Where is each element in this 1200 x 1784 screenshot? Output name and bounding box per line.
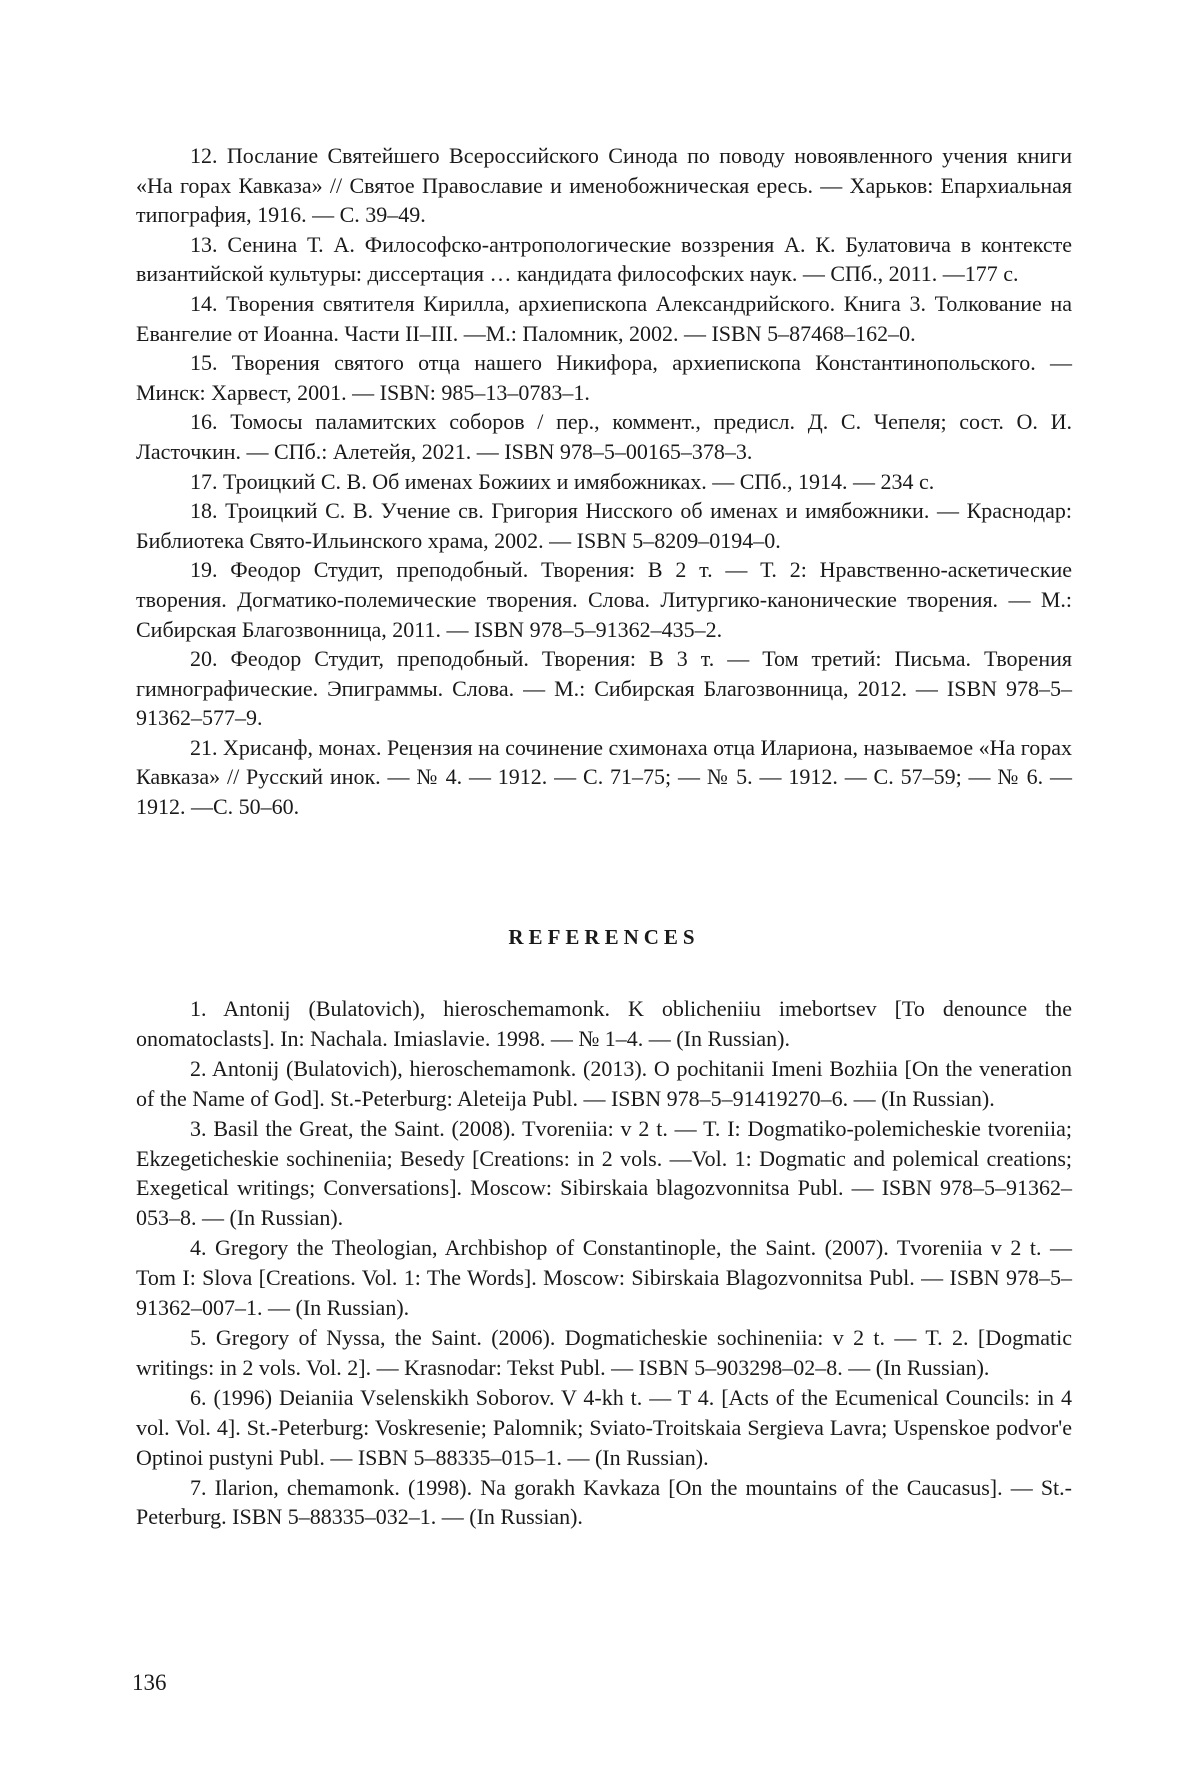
reference-entry-3: 3. Basil the Great, the Saint. (2008). Tvoreniia: v 2 t. — T. I: Dogmatiko-polemicheskie tvoreniia; Ekzegeticheskie sochineniia; Besedy [Creations: in 2 vols. —Vol. 1: Dogmatic and polemical creations; Exegetical writings; Conversations]. Moscow: Sibirskaia blagozvonnitsa Publ. — ISBN 978–5–91362–053–8. — (In Russian). (136, 1114, 1072, 1234)
reference-entry-14: 14. Творения святителя Кирилла, архиепископа Александрийского. Книга 3. Толко­вание на Евангелие от Иоанна. Части II–III. —М.: Паломник, 2002. — ISBN 5–87468–162–0. (136, 289, 1072, 348)
references-heading: REFERENCES (136, 925, 1072, 950)
reference-entry-12: 12. Послание Святейшего Всероссийского Синода по поводу новоявленного учения книги «На горах Кавказа» // Святое Православие и именобожническая ересь. — Харьков: Епархиальная типография, 1916. — С. 39–49. (136, 141, 1072, 230)
russian-reference-list (136, 141, 1072, 822)
reference-entry-17: 17. Троицкий С. В. Об именах Божиих и имябожниках. — СПб., 1914. — 234 с. (136, 467, 1072, 497)
reference-entry-7: 7. Ilarion, chemamonk. (1998). Na gorakh Kavkaza [On the mountains of the Caucasus]. — St.-Peterburg. ISBN 5–88335–032–1. — (In Russian). (136, 1473, 1072, 1533)
reference-entry-20: 20. Феодор Студит, преподобный. Творения: В 3 т. — Том третий: Письма. Творения гимнографические. Эпиграммы. Слова. — М.: Сибирская Благозвонница, 2012. — ISBN 978–5–91362–577–9. (136, 644, 1072, 733)
reference-entry-19: 19. Феодор Студит, преподобный. Творения: В 2 т. — Т. 2: Нравственно-аскетические творения. Догматико-полемические творения. Слова. Литургико-канонические творе­ния. — М.: Сибирская Благозвонница, 2011. — ISBN 978–5–91362–435–2. (136, 555, 1072, 644)
reference-entry-6: 6. (1996) Deianiia Vselenskikh Soborov. V 4-kh t. — T 4. [Acts of the Ecumenical Councils: in 4 vol. Vol. 4]. St.-Peterburg: Voskresenie; Palomnik; Sviato-Troitskaia Sergieva Lavra; Uspenskoe podvor'e Optinoi pustyni Publ. — ISBN 5–88335–015–1. — (In Russian). (136, 1383, 1072, 1473)
reference-entry-16: 16. Томосы паламитских соборов / пер., коммент., предисл. Д. С. Чепеля; сост. О. И. Ласточкин. — СПб.: Алетейя, 2021. — ISBN 978–5–00165–378–3. (136, 407, 1072, 466)
reference-entry-13: 13. Сенина Т. А. Философско-антропологические воззрения А. К. Булатовича в кон­тексте византийской культуры: диссертация … кандидата философских наук. — СПб., 2011. —177 с. (136, 230, 1072, 289)
reference-entry-2: 2. Antonij (Bulatovich), hieroschemamonk. (2013). O pochitanii Imeni Bozhiia [On the veneration of the Name of God]. St.-Peterburg: Aleteija Publ. — ISBN 978–5–91419270–6. — (In Russian). (136, 1054, 1072, 1114)
reference-entry-1: 1. Antonij (Bulatovich), hieroschemamonk. K oblicheniiu imebortsev [To denounce the onomatoclasts]. In: Nachala. Imiaslavie. 1998. — № 1–4. — (In Russian). (136, 994, 1072, 1054)
page-number: 136 (132, 1670, 167, 1696)
reference-entry-5: 5. Gregory of Nyssa, the Saint. (2006). Dogmaticheskie sochineniia: v 2 t. — T. 2. [Dogmatic writings: in 2 vols. Vol. 2]. — Krasnodar: Tekst Publ. — ISBN 5–903298–02–8. — (In Russian). (136, 1323, 1072, 1383)
english-reference-list (136, 994, 1072, 1532)
reference-entry-15: 15. Творения святого отца нашего Никифора, архиепископа Константинопольско­го. — Минск: Харвест, 2001. — ISBN: 985–13–0783–1. (136, 348, 1072, 407)
document-page (0, 0, 1200, 1784)
reference-entry-21: 21. Хрисанф, монах. Рецензия на сочинение схимонаха отца Илариона, называе­мое «На горах Кавказа» // Русский инок. — № 4. — 1912. — С. 71–75; — № 5. — 1912. — С. 57–59; — № 6. — 1912. —С. 50–60. (136, 733, 1072, 822)
reference-entry-18: 18. Троицкий С. В. Учение св. Григория Нисского об именах и имябожники. — Краснодар: Библиотека Свято-Ильинского храма, 2002. — ISBN 5–8209–0194–0. (136, 496, 1072, 555)
reference-entry-4: 4. Gregory the Theologian, Archbishop of Constantinople, the Saint. (2007). Tvoreniia v 2 t. — Tom I: Slova [Creations. Vol. 1: The Words]. Moscow: Sibirskaia Blagozvonnitsa Publ. — ISBN 978–5–91362–007–1. — (In Russian). (136, 1233, 1072, 1323)
